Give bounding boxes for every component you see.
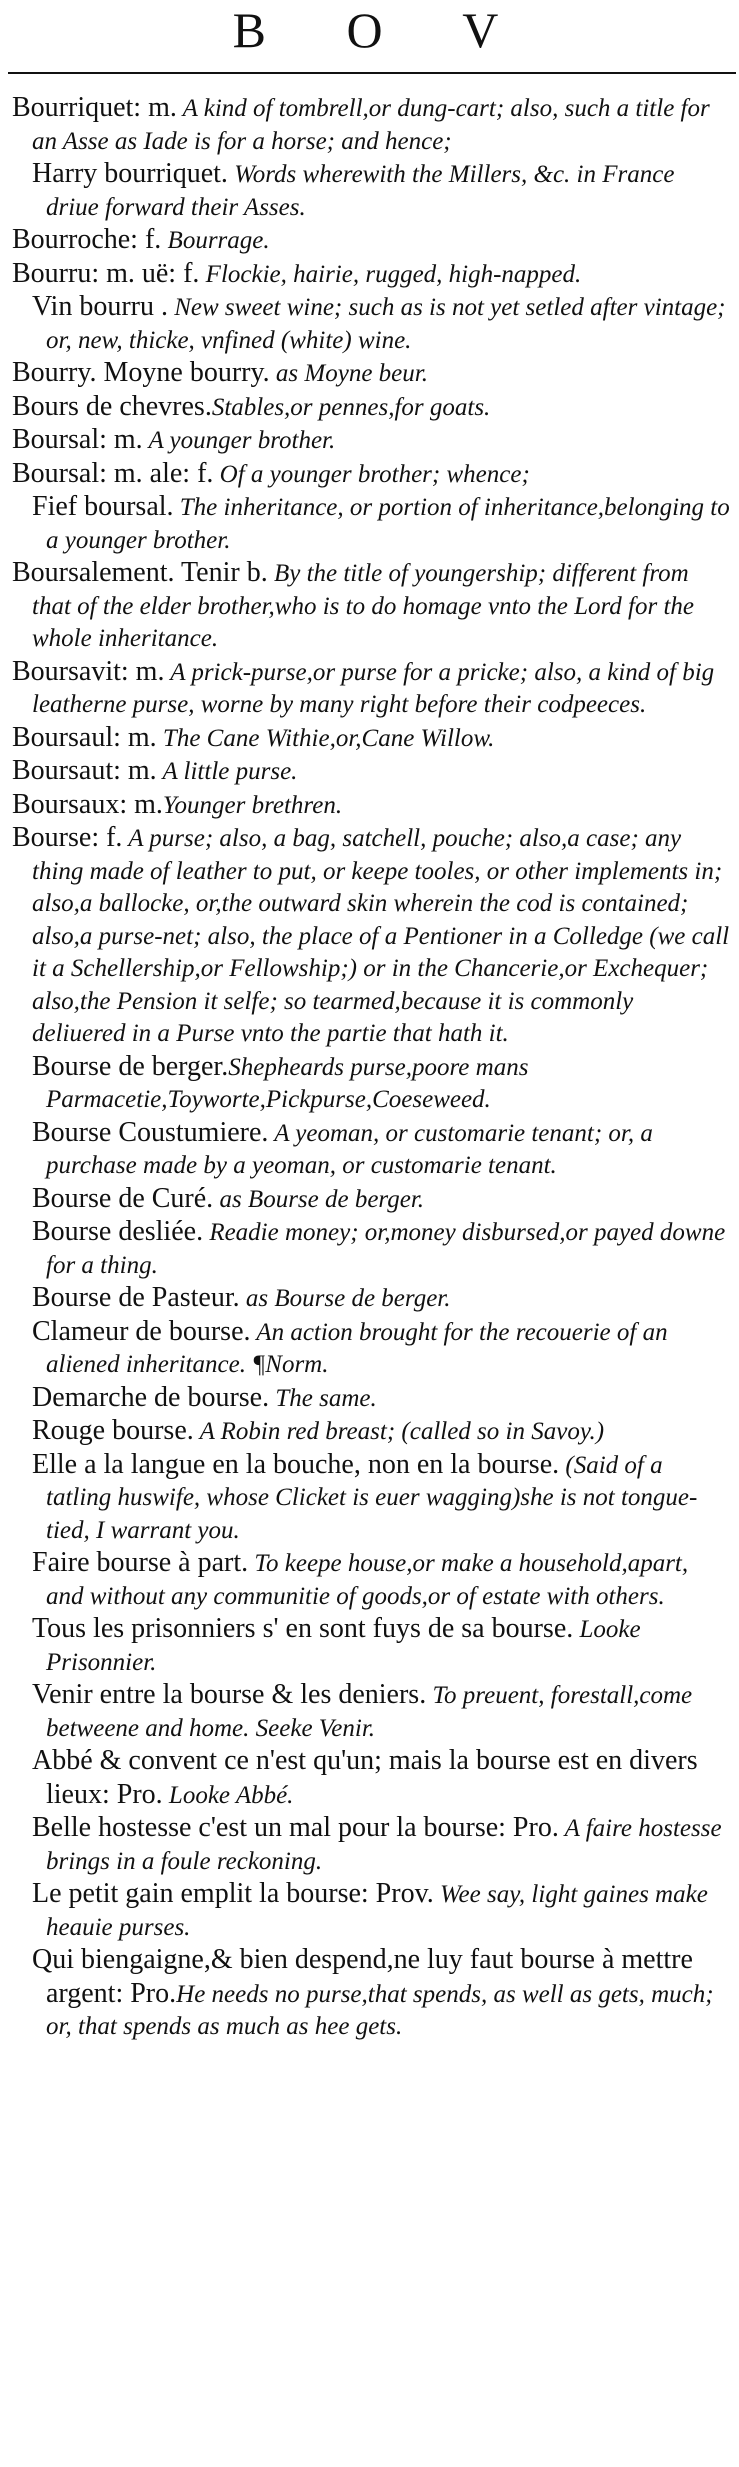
entry-gloss: A yeoman, or customarie tenant; or, a purchase made by a yeoman, or customarie tenant. [46, 1119, 653, 1179]
entry-headword: Boursaux: m. [12, 788, 163, 820]
entry-gloss: A purse; also, a bag, satchell, pouche; also,a case; any thing made of leather to put, or keepe tooles, or other implements in; also,a ballocke, or,the outward skin wherein the cod is contained; also,a purse-net; also, the place of a Pentioner in a Colledge (we call it a Schellership,or Fellowship;) or in the Chancerie,or Exchequer; also,the Pension it selfe; so tearmed,because it is commonly deliuered in a Purse vnto the partie that hath it. [32, 825, 730, 1047]
dictionary-subentry [12, 491, 730, 557]
entry-gloss: By the title of youngership; different from that of the elder brother,who is to do homage vnto the Lord for the whole inheritance. [32, 560, 694, 652]
entry-gloss: Shepheards purse,poore mans Parmacetie,Toyworte,Pickpurse,Coeseweed. [46, 1053, 529, 1113]
dictionary-entry [12, 224, 730, 258]
entry-headword: Bourse desliée. [32, 1216, 204, 1247]
dictionary-subentry [12, 1282, 730, 1316]
entry-gloss: as Bourse de berger. [213, 1185, 425, 1213]
entry-gloss: as Bourse de berger. [239, 1285, 451, 1312]
entry-gloss: Wee say, light gaines make heauie purses. [46, 1881, 708, 1941]
entry-headword: Abbé & convent ce n'est qu'un; mais la bourse est en divers lieux: Pro. [32, 1745, 698, 1810]
entry-headword: Demarche de bourse. [32, 1381, 270, 1413]
page-header: B O V [232, 2, 533, 58]
entry-gloss: Of a younger brother; whence; [213, 460, 530, 488]
entry-gloss: New sweet wine; such as is not yet setled after vintage; or, new, thicke, vnfined (white) wine. [46, 294, 726, 354]
entry-gloss: The same. [269, 1384, 377, 1412]
dictionary-subentry [12, 1944, 730, 2044]
entry-headword: Belle hostesse c'est un mal pour la bourse: Pro. [32, 1812, 559, 1843]
entry-headword: Bourse Coustumiere. [32, 1116, 269, 1148]
entry-headword: Faire bourse à part. [32, 1547, 249, 1578]
entry-gloss: To preuent, forestall,come betweene and home. Seeke Venir. [46, 1682, 693, 1742]
entry-gloss: Stables,or pennes,for goats. [211, 393, 491, 421]
entry-headword: Boursaul: m. [12, 721, 157, 753]
dictionary-entry [12, 656, 730, 722]
entry-headword: Bourriquet: m. [12, 92, 177, 123]
entry-gloss: He needs no purse,that spends, as well as gets, much; or, that spends as much as hee gets. [46, 1980, 714, 2040]
entry-headword: Bourse de berger. [32, 1050, 229, 1082]
entry-headword: Bourse de Curé. [32, 1182, 214, 1214]
entry-gloss: The Cane Withie,or,Cane Willow. [156, 724, 495, 752]
entry-gloss: Flockie, hairie, rugged, high-napped. [199, 260, 582, 288]
dictionary-subentry [12, 1679, 730, 1745]
entry-headword: Bours de chevres. [12, 390, 212, 422]
entry-gloss: Words wherewith the Millers, &c. in France driue forward their Asses. [46, 161, 675, 221]
dictionary-entry [12, 822, 730, 1051]
dictionary-entry [12, 557, 730, 656]
entry-headword: Venir entre la bourse & les deniers. [32, 1679, 427, 1710]
dictionary-entry [12, 92, 730, 158]
dictionary-subentry [12, 1449, 730, 1548]
entry-headword: Vin bourru . [32, 291, 168, 322]
dictionary-entry [12, 755, 730, 789]
entry-gloss: An action brought for the recouerie of an aliened inheritance. ¶Norm. [46, 1318, 668, 1378]
dictionary-subentry [12, 1745, 730, 1812]
dictionary-subentry [12, 1878, 730, 1944]
dictionary-entry [12, 258, 730, 292]
entry-gloss: The inheritance, or portion of inheritance,belonging to a younger brother. [46, 494, 730, 554]
dictionary-subentry [12, 1183, 730, 1217]
entry-headword: Boursal: m. [12, 424, 143, 455]
entry-list [12, 92, 730, 2044]
entry-headword: Elle a la langue en la bouche, non en la bourse. [32, 1448, 560, 1480]
entry-headword: Boursal: m. ale: f. [12, 457, 214, 489]
entry-gloss: (Said of a tatling huswife, whose Clicket is euer wagging)she is not tongue-tied, I warrant you. [46, 1451, 698, 1544]
entry-gloss: as Moyne beur. [269, 360, 428, 387]
entry-gloss: A kind of tombrell,or dung-cart; also, such a title for an Asse as Iade is for a horse; and hence; [32, 95, 710, 155]
entry-gloss: To keepe house,or make a household,apart, and without any communitie of goods,or of estate with others. [46, 1550, 689, 1610]
dictionary-subentry [12, 1547, 730, 1613]
entry-gloss: A prick-purse,or purse for a pricke; also, a kind of big leatherne purse, worne by many right before their codpeeces. [32, 658, 715, 718]
entry-gloss: A younger brother. [142, 427, 336, 454]
dictionary-subentry [12, 1316, 730, 1382]
entry-headword: Boursaut: m. [12, 755, 157, 786]
entry-headword: Tous les prisonniers s' en sont fuys de sa bourse. [32, 1613, 574, 1644]
entry-headword: Bourse de Pasteur. [32, 1282, 240, 1313]
entry-gloss: Readie money; or,money disbursed,or payed downe for a thing. [46, 1219, 726, 1279]
entry-headword: Bourroche: f. [12, 224, 162, 255]
entry-gloss: A Robin red breast; (called so in Savoy.) [193, 1418, 605, 1445]
entry-headword: Bourry. Moyne bourry. [12, 357, 270, 388]
dictionary-entry [12, 789, 730, 823]
dictionary-entry [12, 424, 730, 458]
dictionary-subentry [12, 1812, 730, 1878]
entry-headword: Fief boursal. [32, 491, 174, 522]
dictionary-subentry [12, 1117, 730, 1183]
entry-gloss: Looke Prisonnier. [46, 1616, 641, 1676]
entry-headword: Boursavit: m. [12, 655, 165, 687]
dictionary-subentry [12, 1613, 730, 1679]
entry-gloss: A faire hostesse brings in a foule reckoning. [46, 1815, 722, 1875]
dictionary-entry [12, 458, 730, 492]
dictionary-subentry [12, 1415, 730, 1449]
entry-headword: Bourru: m. uë: f. [12, 257, 200, 289]
header-rule [8, 72, 736, 74]
entry-headword: Clameur de bourse. [32, 1315, 251, 1347]
dictionary-entry [12, 722, 730, 756]
entry-headword: Harry bourriquet. [32, 158, 228, 189]
entry-headword: Qui biengaigne,& bien despend,ne luy faut bourse à mettre argent: Pro. [32, 1944, 693, 2009]
entry-headword: Rouge bourse. [32, 1415, 194, 1446]
entry-gloss: A little purse. [156, 758, 298, 785]
entry-gloss: Bourrage. [161, 227, 270, 254]
dictionary-subentry [12, 1382, 730, 1416]
dictionary-subentry [12, 158, 730, 224]
entry-headword: Le petit gain emplit la bourse: Prov. [32, 1878, 434, 1909]
dictionary-subentry [12, 1051, 730, 1117]
dictionary-entry [12, 391, 730, 425]
entry-gloss: Younger brethren. [162, 791, 343, 819]
dictionary-subentry [12, 1216, 730, 1282]
entry-gloss: Looke Abbé. [162, 1781, 294, 1809]
dictionary-subentry [12, 291, 730, 357]
entry-headword: Boursalement. Tenir b. [12, 557, 268, 588]
dictionary-entry [12, 357, 730, 391]
entry-headword: Bourse: f. [12, 822, 123, 853]
